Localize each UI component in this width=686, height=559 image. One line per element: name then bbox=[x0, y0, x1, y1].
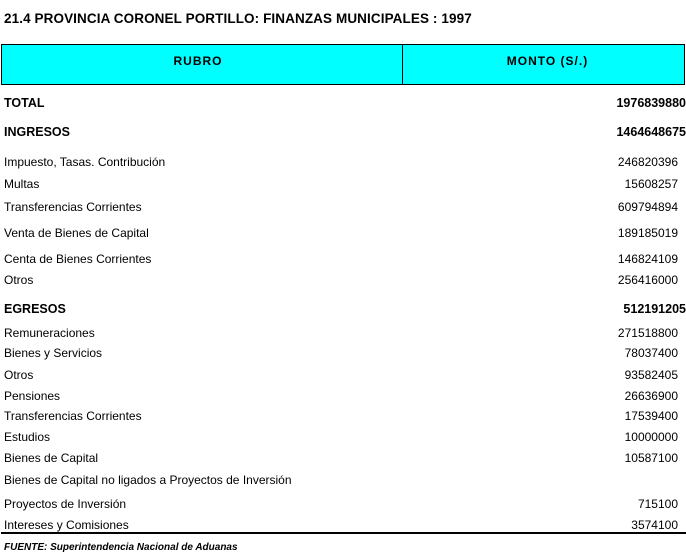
table-row bbox=[4, 346, 686, 364]
row-value: 10000000 bbox=[624, 430, 678, 444]
row-value: 1464648675 bbox=[616, 125, 686, 139]
table-row bbox=[4, 389, 686, 407]
table-row bbox=[4, 430, 686, 448]
row-label: Otros bbox=[4, 368, 34, 382]
row-label: Intereses y Comisiones bbox=[4, 518, 129, 532]
table-row bbox=[4, 473, 686, 491]
table-bottom-rule bbox=[1, 532, 686, 534]
table-row bbox=[4, 497, 686, 515]
row-value: 17539400 bbox=[624, 409, 678, 423]
row-label: Venta de Bienes de Capital bbox=[4, 226, 149, 240]
row-value: 271518800 bbox=[617, 326, 678, 340]
table-row bbox=[4, 155, 686, 173]
row-value: 3574100 bbox=[631, 518, 678, 532]
row-label: Multas bbox=[4, 177, 40, 191]
column-header-rubro bbox=[1, 44, 403, 85]
row-label: Bienes de Capital bbox=[4, 451, 99, 465]
row-label: Bienes de Capital no ligados a Proyectos de Inversión bbox=[4, 473, 292, 487]
column-header-monto-label: MONTO (S/.) bbox=[506, 54, 589, 68]
row-label: Estudios bbox=[4, 430, 51, 444]
row-label: Pensiones bbox=[4, 389, 61, 403]
row-label: Bienes y Servicios bbox=[4, 346, 103, 360]
column-header-rubro-label: RUBRO bbox=[173, 54, 223, 68]
row-label: Transferencias Corrientes bbox=[4, 200, 142, 214]
row-value: 78037400 bbox=[624, 346, 678, 360]
row-label: EGRESOS bbox=[4, 302, 66, 316]
row-value: 146824109 bbox=[617, 252, 678, 266]
table-row-egresos bbox=[4, 302, 686, 320]
table-title: 21.4 PROVINCIA CORONEL PORTILLO: FINANZAS MUNICIPALES : 1997 bbox=[4, 11, 472, 26]
row-label: Centa de Bienes Corrientes bbox=[4, 252, 152, 266]
row-value: 246820396 bbox=[617, 155, 678, 169]
table-row bbox=[4, 200, 686, 218]
row-label: Otros bbox=[4, 273, 34, 287]
table-row bbox=[4, 252, 686, 270]
row-label: Impuesto, Tasas. Contribución bbox=[4, 155, 166, 169]
table-row bbox=[4, 451, 686, 469]
table-row bbox=[4, 273, 686, 291]
row-value: 512191205 bbox=[623, 302, 686, 316]
row-label: Transferencias Corrientes bbox=[4, 409, 142, 423]
row-value: 189185019 bbox=[617, 226, 678, 240]
row-value: 1976839880 bbox=[616, 96, 686, 110]
column-header-monto bbox=[402, 44, 685, 85]
row-value: 256416000 bbox=[617, 273, 678, 287]
table-row bbox=[4, 226, 686, 244]
table-row-total bbox=[4, 96, 686, 114]
table-row-ingresos bbox=[4, 125, 686, 143]
table-row bbox=[4, 368, 686, 386]
row-label: INGRESOS bbox=[4, 125, 70, 139]
row-label: Proyectos de Inversión bbox=[4, 497, 127, 511]
row-value: 93582405 bbox=[624, 368, 678, 382]
table-row bbox=[4, 177, 686, 195]
source-footnote: FUENTE: Superintendencia Nacional de Aduanas bbox=[4, 542, 238, 553]
table-row bbox=[4, 326, 686, 344]
row-value: 609794894 bbox=[617, 200, 678, 214]
row-value: 10587100 bbox=[624, 451, 678, 465]
row-value: 26636900 bbox=[624, 389, 678, 403]
row-value: 15608257 bbox=[624, 177, 678, 191]
row-value: 715100 bbox=[637, 497, 678, 511]
table-row bbox=[4, 409, 686, 427]
row-label: Remuneraciones bbox=[4, 326, 95, 340]
row-label: TOTAL bbox=[4, 96, 45, 110]
